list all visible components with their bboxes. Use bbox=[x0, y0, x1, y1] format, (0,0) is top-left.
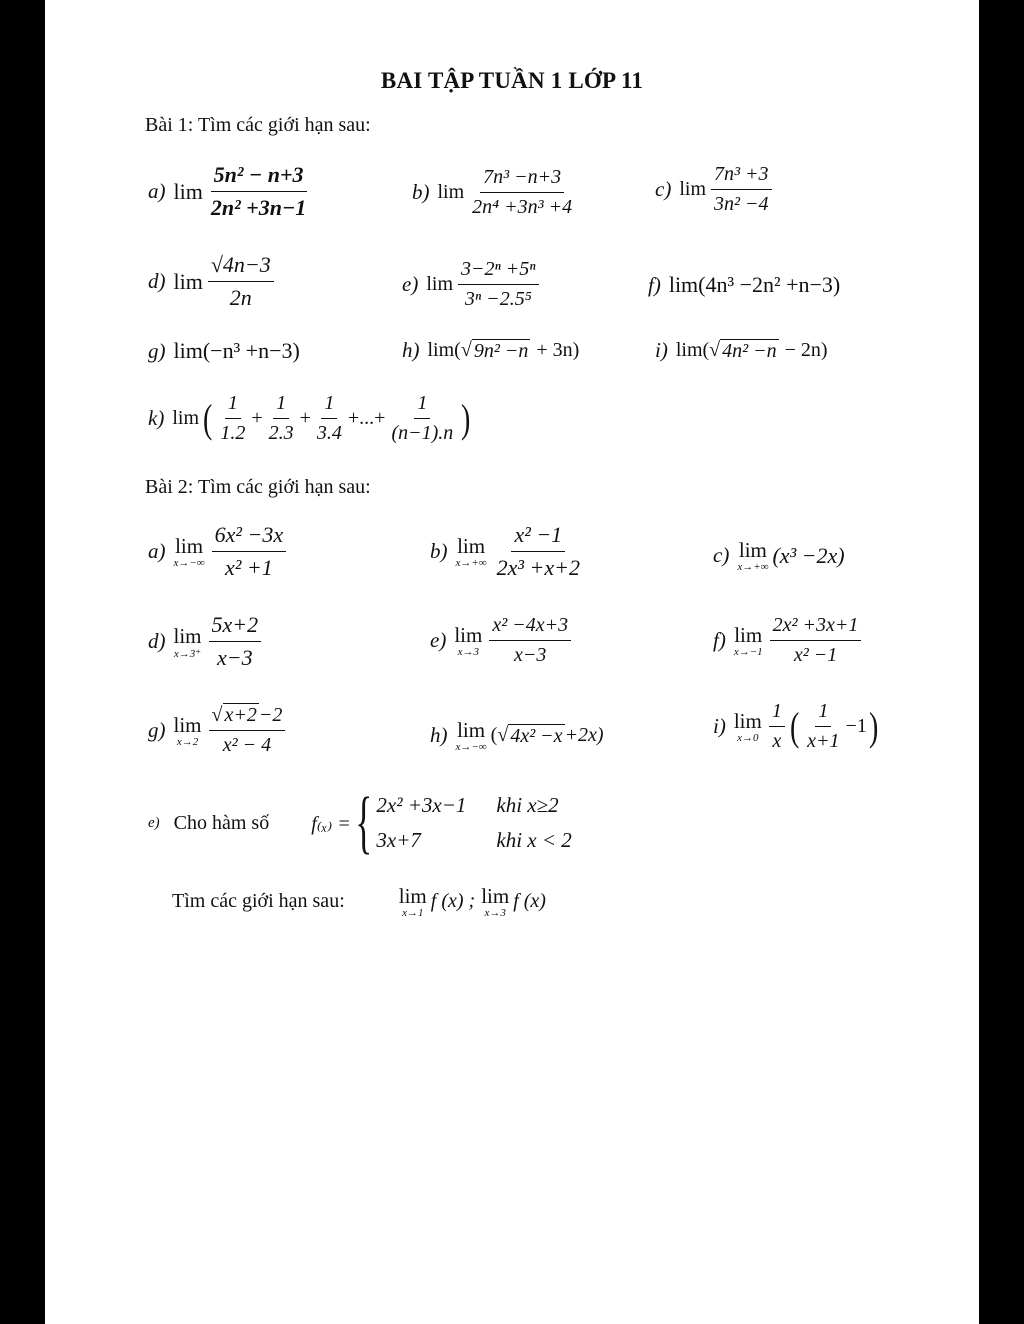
limit-operator bbox=[174, 624, 202, 660]
sqrt-symbol: √ bbox=[211, 704, 223, 726]
numerator: 1 bbox=[815, 700, 831, 727]
item-label: c) bbox=[655, 177, 672, 201]
sqrt-content: 4n² −n bbox=[722, 339, 777, 362]
expression: lim(4n³ −2n² +n−3) bbox=[668, 272, 841, 297]
tail-term: −1 bbox=[845, 715, 867, 737]
sqrt-symbol: √ bbox=[497, 724, 509, 746]
item-label: g) bbox=[148, 718, 166, 742]
limit-operator bbox=[174, 713, 202, 748]
case-condition: khi x < 2 bbox=[496, 828, 572, 852]
limit-operator bbox=[456, 534, 487, 569]
lim-text: lim bbox=[172, 407, 199, 429]
denominator: x² − 4 bbox=[222, 734, 272, 756]
case-expression: 2x² +3x−1 bbox=[376, 793, 467, 817]
numerator: 1 bbox=[414, 392, 430, 419]
bai2-item-g bbox=[148, 704, 288, 757]
bai1-item-f bbox=[648, 272, 840, 298]
fraction bbox=[208, 252, 274, 311]
expression: lim(−n³ +n−3) bbox=[173, 338, 300, 363]
bai3-function-definition bbox=[148, 784, 572, 861]
document-page bbox=[45, 0, 979, 1324]
expression: (x³ −2x) bbox=[772, 542, 845, 568]
case-2 bbox=[376, 828, 571, 853]
bai1-item-c bbox=[655, 163, 775, 216]
lim-text: lim bbox=[457, 718, 486, 742]
denominator: x² −1 bbox=[793, 644, 838, 666]
fraction bbox=[489, 614, 571, 667]
lim-text: lim bbox=[398, 884, 427, 908]
bai2-item-c bbox=[713, 538, 845, 573]
piecewise-cases bbox=[376, 793, 571, 853]
numerator: x² −4x+3 bbox=[489, 614, 571, 641]
lim-text: lim bbox=[173, 623, 202, 648]
numerator: √4n−3 bbox=[208, 252, 274, 282]
numerator: x² −1 bbox=[511, 522, 565, 552]
case-1 bbox=[376, 793, 571, 818]
left-paren: ( bbox=[202, 395, 213, 441]
bai2-item-b bbox=[430, 522, 586, 581]
lim-text: lim bbox=[173, 268, 203, 294]
denominator: (n−1).n bbox=[391, 422, 454, 444]
fraction bbox=[212, 522, 286, 581]
limit-operator bbox=[454, 623, 482, 658]
denominator: x−3 bbox=[217, 645, 253, 670]
limit-operator bbox=[737, 538, 768, 573]
lim-text: lim bbox=[173, 713, 202, 737]
numerator: 1 bbox=[321, 392, 337, 419]
numerator: 2x² +3x+1 bbox=[770, 614, 862, 641]
lim-text: lim bbox=[738, 538, 767, 562]
sqrt-content: 4x² −x bbox=[510, 724, 563, 747]
denominator: x bbox=[772, 730, 782, 752]
numerator: 7n³ +3 bbox=[711, 163, 772, 190]
item-label: i) bbox=[655, 338, 668, 362]
item-label: c) bbox=[713, 543, 730, 567]
expression: f (x) ; bbox=[430, 890, 476, 912]
fraction bbox=[209, 612, 262, 671]
case-condition: khi x≥2 bbox=[496, 793, 559, 817]
denominator: 2n² +3n−1 bbox=[210, 195, 307, 220]
item-label: b) bbox=[430, 539, 448, 563]
numerator-rest: −2 bbox=[258, 704, 283, 726]
numerator: 7n³ −n+3 bbox=[480, 166, 564, 193]
bai2-item-e bbox=[430, 614, 574, 667]
limit-operator bbox=[481, 884, 509, 919]
bai1-item-a bbox=[148, 162, 312, 221]
bai1-item-b bbox=[412, 166, 578, 219]
item-label: b) bbox=[412, 180, 430, 204]
fraction bbox=[804, 700, 842, 753]
plus: + bbox=[251, 407, 263, 429]
item-label: d) bbox=[148, 629, 166, 653]
numerator: 1 bbox=[225, 392, 241, 419]
denominator: 3n² −4 bbox=[714, 193, 769, 215]
expression: f (x) bbox=[513, 890, 546, 912]
lim-subscript: x→−∞ bbox=[455, 741, 487, 753]
bai2-item-d bbox=[148, 612, 264, 671]
limit-operator bbox=[174, 534, 205, 569]
lim-subscript: x→−1 bbox=[733, 646, 763, 658]
numerator: 5n² − n+3 bbox=[211, 162, 307, 192]
limit-operator bbox=[734, 623, 763, 658]
item-label: k) bbox=[148, 406, 165, 430]
lim-subscript: x→0 bbox=[737, 732, 759, 744]
plus: + bbox=[299, 407, 311, 429]
denominator: 2.3 bbox=[268, 422, 294, 444]
item-label: a) bbox=[148, 539, 166, 563]
lim-subscript: x→3⁺ bbox=[173, 647, 202, 660]
numerator: 1 bbox=[769, 700, 785, 727]
bai2-item-a bbox=[148, 522, 289, 581]
expression-start: lim( bbox=[427, 339, 461, 361]
function-name: f₍ₓ₎ = bbox=[311, 812, 351, 835]
fraction bbox=[469, 166, 575, 219]
fraction bbox=[314, 392, 345, 445]
intro-text: Cho hàm số bbox=[173, 811, 270, 834]
lim-text: lim bbox=[733, 709, 762, 733]
left-brace: { bbox=[355, 784, 372, 861]
item-label: e) bbox=[430, 628, 447, 652]
bai2-heading: Bài 2: Tìm các giới hạn sau: bbox=[145, 476, 371, 498]
bai2-item-f bbox=[713, 614, 864, 667]
lim-text: lim bbox=[481, 884, 510, 908]
sqrt-symbol: √ bbox=[709, 339, 721, 361]
numerator bbox=[209, 704, 286, 731]
lim-text: lim bbox=[679, 178, 706, 200]
left-paren: ( bbox=[789, 703, 800, 749]
limit-operator bbox=[734, 709, 762, 744]
right-paren: ) bbox=[868, 703, 879, 749]
fraction bbox=[769, 700, 785, 753]
denominator: 2n⁴ +3n³ +4 bbox=[472, 196, 573, 218]
denominator: 2x³ +x+2 bbox=[496, 555, 580, 580]
lim-subscript: x→1 bbox=[402, 907, 424, 919]
expression-end: − 2n) bbox=[784, 339, 828, 361]
bai1-item-k bbox=[148, 392, 473, 445]
bai1-heading: Bài 1: Tìm các giới hạn sau: bbox=[145, 114, 371, 136]
lim-text: lim bbox=[437, 181, 465, 203]
find-text: Tìm các giới hạn sau: bbox=[172, 890, 345, 912]
lim-subscript: x→3 bbox=[484, 907, 506, 919]
lim-subscript: x→+∞ bbox=[737, 561, 769, 573]
item-label: f) bbox=[713, 628, 726, 652]
lim-text: lim bbox=[173, 178, 203, 204]
bai2-item-i bbox=[713, 700, 880, 753]
fraction bbox=[209, 704, 286, 757]
fraction bbox=[770, 614, 862, 667]
item-label: d) bbox=[148, 269, 166, 293]
bai1-item-d bbox=[148, 252, 277, 311]
lim-text: lim bbox=[457, 534, 486, 558]
left-paren: ( bbox=[490, 724, 498, 746]
sqrt-content: 9n² −n bbox=[473, 339, 529, 362]
lim-text: lim bbox=[175, 534, 204, 558]
numerator: 1 bbox=[273, 392, 289, 419]
fraction bbox=[458, 258, 539, 311]
numerator: 3−2ⁿ +5ⁿ bbox=[458, 258, 539, 285]
item-label: h) bbox=[402, 338, 420, 362]
lim-subscript: x→3 bbox=[457, 646, 480, 658]
bai1-item-e bbox=[402, 258, 542, 311]
denominator: 3ⁿ −2.5⁵ bbox=[464, 288, 532, 310]
bai2-item-h bbox=[430, 718, 604, 753]
fraction bbox=[388, 392, 456, 445]
numerator: 5x+2 bbox=[209, 612, 262, 642]
numerator: 6x² −3x bbox=[212, 522, 286, 552]
bai3-find-limits bbox=[172, 884, 546, 919]
bai1-item-h bbox=[402, 338, 579, 363]
fraction bbox=[494, 522, 583, 581]
bai1-item-i bbox=[655, 338, 828, 363]
denominator: 2n bbox=[229, 285, 252, 310]
fraction bbox=[217, 392, 248, 445]
fraction bbox=[266, 392, 297, 445]
case-expression: 3x+7 bbox=[376, 828, 421, 852]
item-label: e) bbox=[402, 272, 419, 296]
denominator: 1.2 bbox=[220, 422, 246, 444]
page-title: BAI TẬP TUẦN 1 LỚP 11 bbox=[380, 68, 644, 93]
item-label: e) bbox=[148, 814, 160, 831]
denominator: x+1 bbox=[807, 730, 840, 752]
expression-end: + 3n) bbox=[536, 339, 580, 361]
right-paren: ) bbox=[461, 395, 471, 441]
item-label: a) bbox=[148, 179, 166, 203]
denominator: x−3 bbox=[514, 644, 547, 666]
lim-subscript: x→+∞ bbox=[455, 557, 487, 569]
limit-operator bbox=[399, 884, 427, 919]
denominator: 3.4 bbox=[316, 422, 342, 444]
expression-start: lim( bbox=[675, 339, 710, 361]
lim-text: lim bbox=[426, 273, 453, 295]
item-label: g) bbox=[148, 338, 166, 363]
lim-subscript: x→2 bbox=[176, 736, 199, 748]
expression-end: +2x) bbox=[564, 724, 604, 746]
sqrt-symbol: √ bbox=[460, 339, 472, 361]
limit-operator bbox=[456, 718, 487, 753]
sqrt-content: x+2 bbox=[224, 704, 257, 726]
fraction bbox=[208, 162, 309, 221]
bai1-item-g bbox=[148, 338, 300, 364]
item-label: i) bbox=[713, 714, 726, 738]
item-label: h) bbox=[430, 723, 448, 747]
lim-text: lim bbox=[734, 623, 763, 647]
lim-text: lim bbox=[454, 623, 483, 647]
fraction bbox=[711, 163, 772, 216]
item-label: f) bbox=[648, 272, 661, 297]
ellipsis: +...+ bbox=[347, 407, 386, 429]
denominator: x² +1 bbox=[225, 555, 273, 580]
lim-subscript: x→−∞ bbox=[173, 557, 205, 569]
